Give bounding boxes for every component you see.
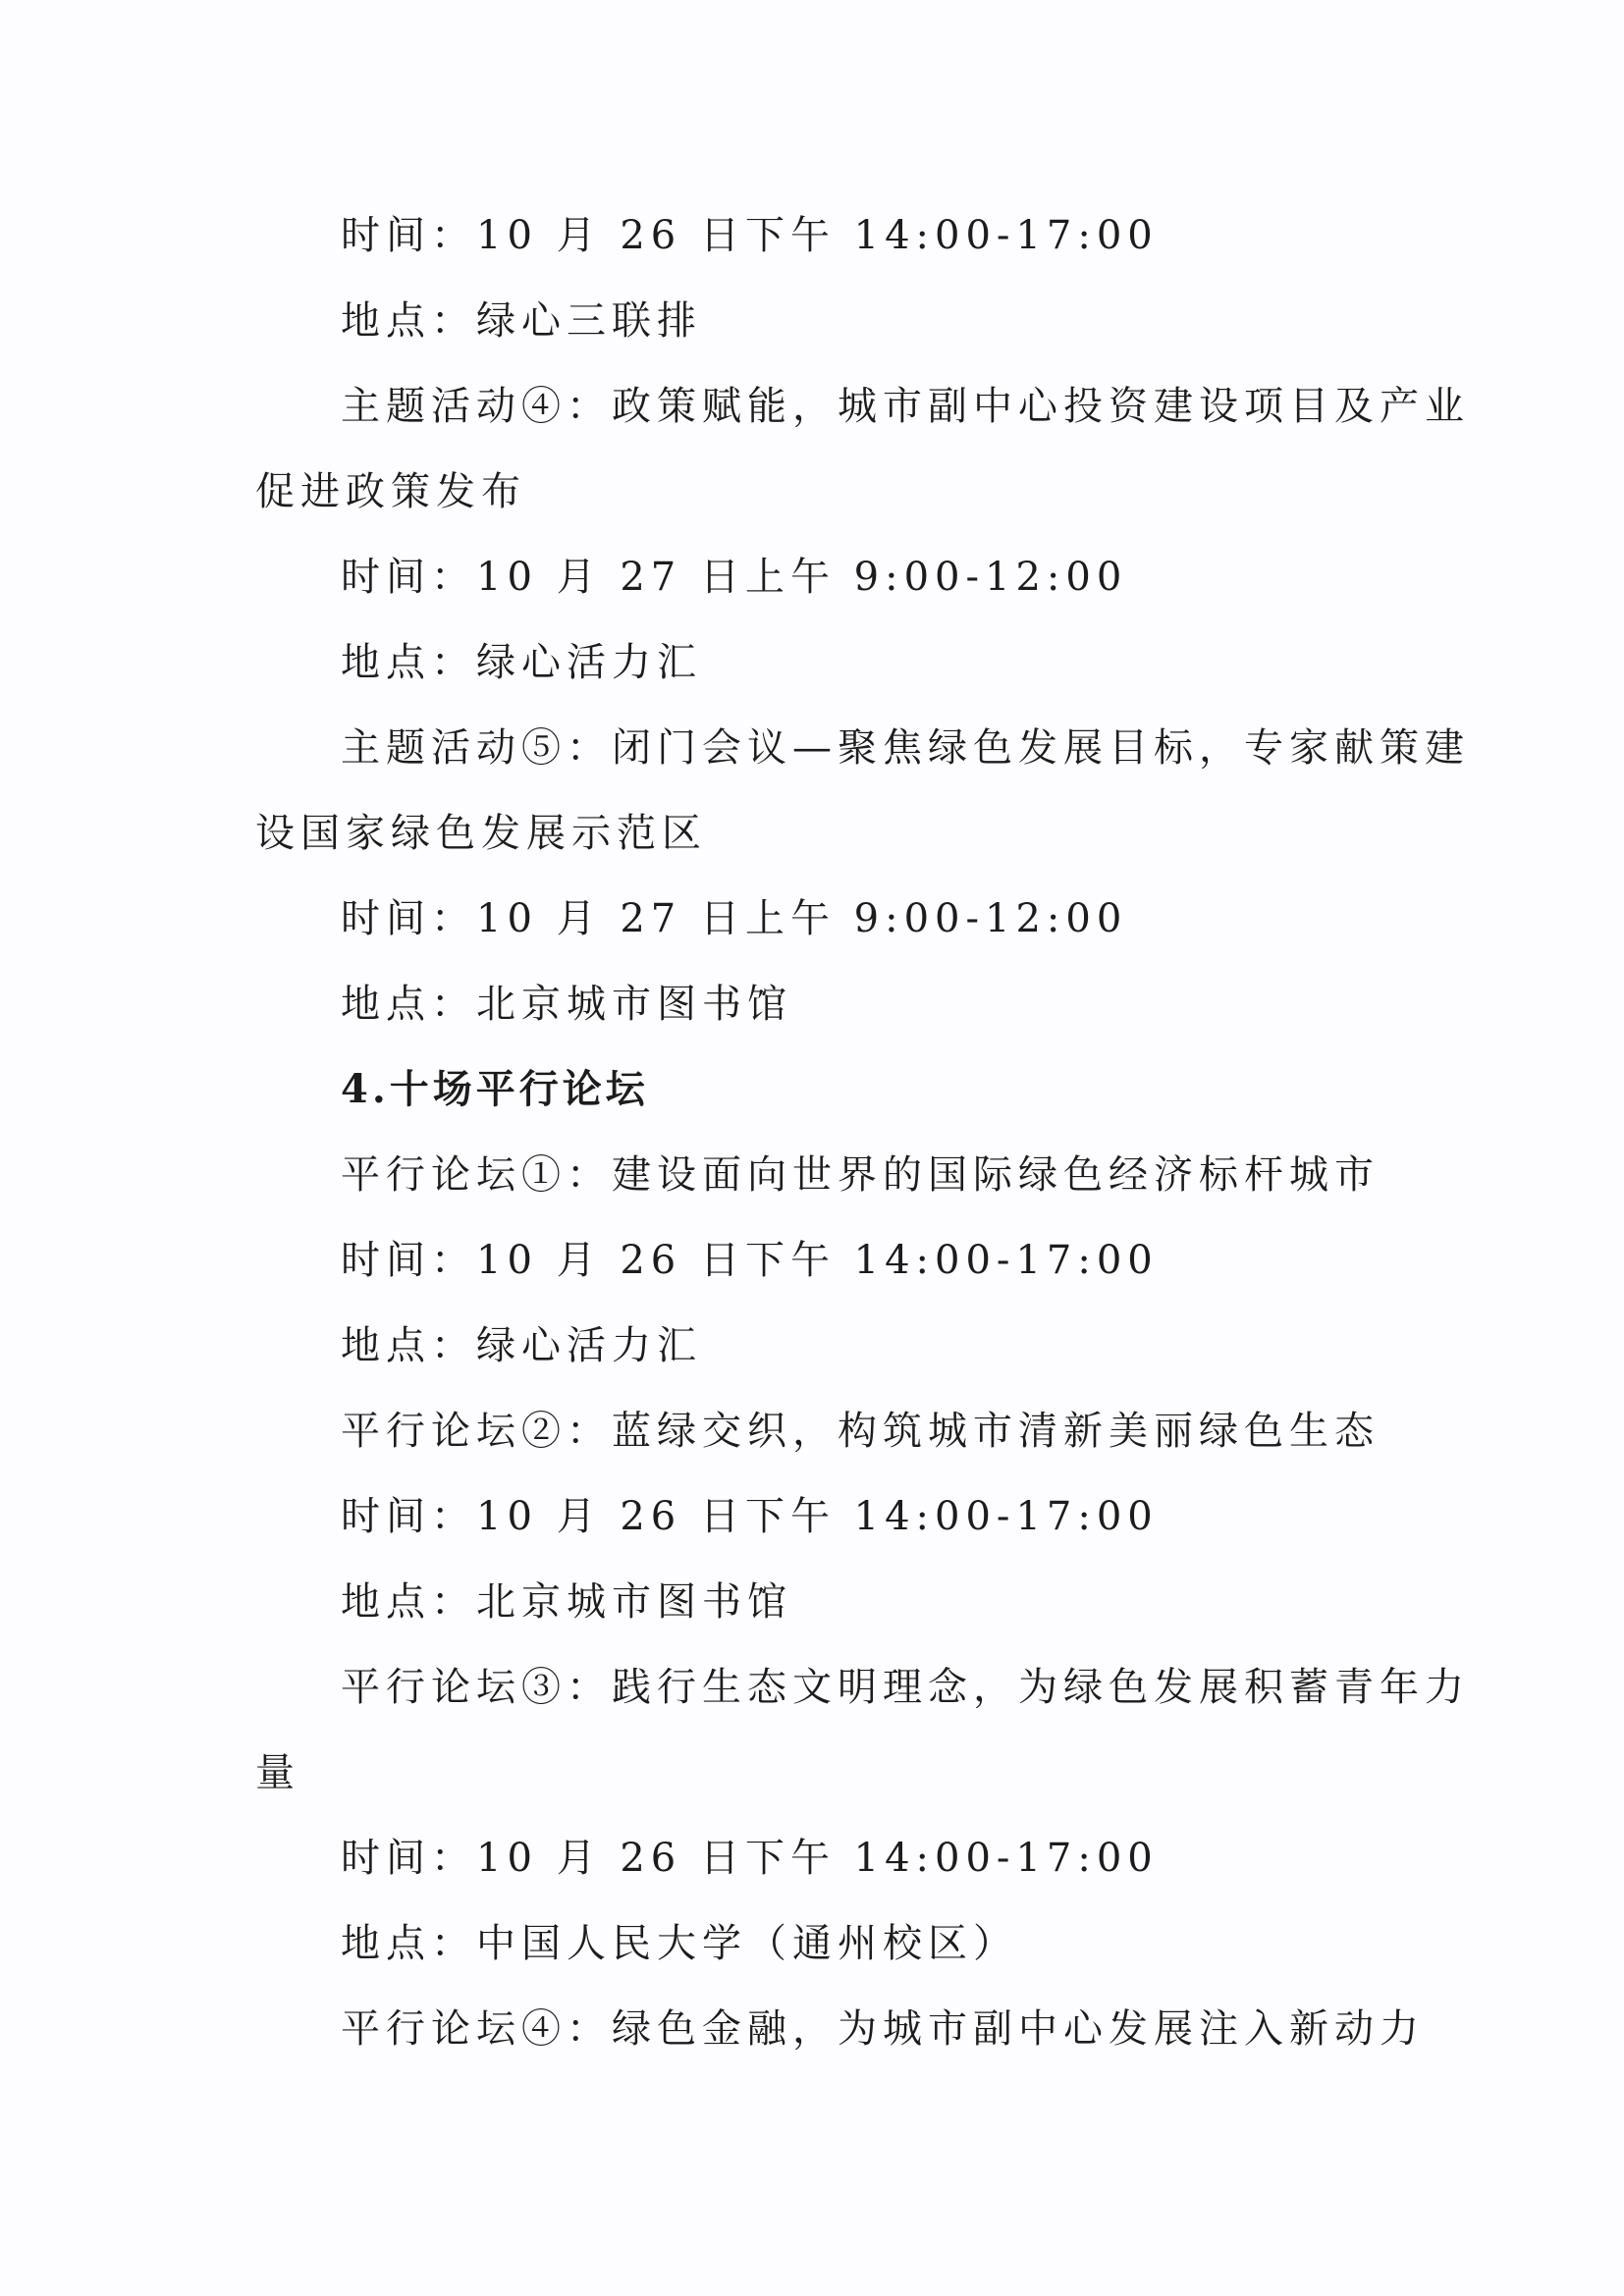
theme-activity-4-title: 主题活动④：政策赋能，城市副中心投资建设项目及产业 [341, 384, 1470, 429]
time-line: 时间：10 月 26 日下午 14:00-17:00 [341, 1238, 1159, 1283]
location-line: 地点：北京城市图书馆 [341, 982, 792, 1027]
location-line: 地点：绿心活力汇 [341, 640, 702, 685]
time-line: 时间：10 月 26 日下午 14:00-17:00 [341, 1836, 1159, 1881]
location-line: 地点：中国人民大学（通州校区） [341, 1921, 1018, 1966]
time-line: 时间：10 月 26 日下午 14:00-17:00 [341, 1494, 1159, 1539]
parallel-forum-3-title: 平行论坛③：践行生态文明理念，为绿色发展积蓄青年力 [341, 1665, 1470, 1710]
theme-activity-4-title-cont: 促进政策发布 [255, 469, 526, 514]
parallel-forum-1-title: 平行论坛①：建设面向世界的国际绿色经济标杆城市 [341, 1152, 1380, 1198]
parallel-forum-3-title-cont: 量 [255, 1750, 300, 1795]
location-line: 地点：绿心三联排 [341, 298, 702, 344]
location-line: 地点：北京城市图书馆 [341, 1579, 792, 1625]
theme-activity-5-title-cont: 设国家绿色发展示范区 [255, 811, 707, 856]
time-line: 时间：10 月 27 日上午 9:00-12:00 [341, 555, 1128, 600]
time-line: 时间：10 月 26 日下午 14:00-17:00 [341, 213, 1159, 258]
time-line: 时间：10 月 27 日上午 9:00-12:00 [341, 896, 1128, 941]
parallel-forum-4-title: 平行论坛④：绿色金融，为城市副中心发展注入新动力 [341, 2006, 1425, 2052]
theme-activity-5-title: 主题活动⑤：闭门会议—聚焦绿色发展目标，专家献策建 [341, 725, 1470, 771]
section-heading: 4.十场平行论坛 [341, 1066, 649, 1112]
parallel-forum-2-title: 平行论坛②：蓝绿交织，构筑城市清新美丽绿色生态 [341, 1409, 1380, 1454]
location-line: 地点：绿心活力汇 [341, 1323, 702, 1368]
